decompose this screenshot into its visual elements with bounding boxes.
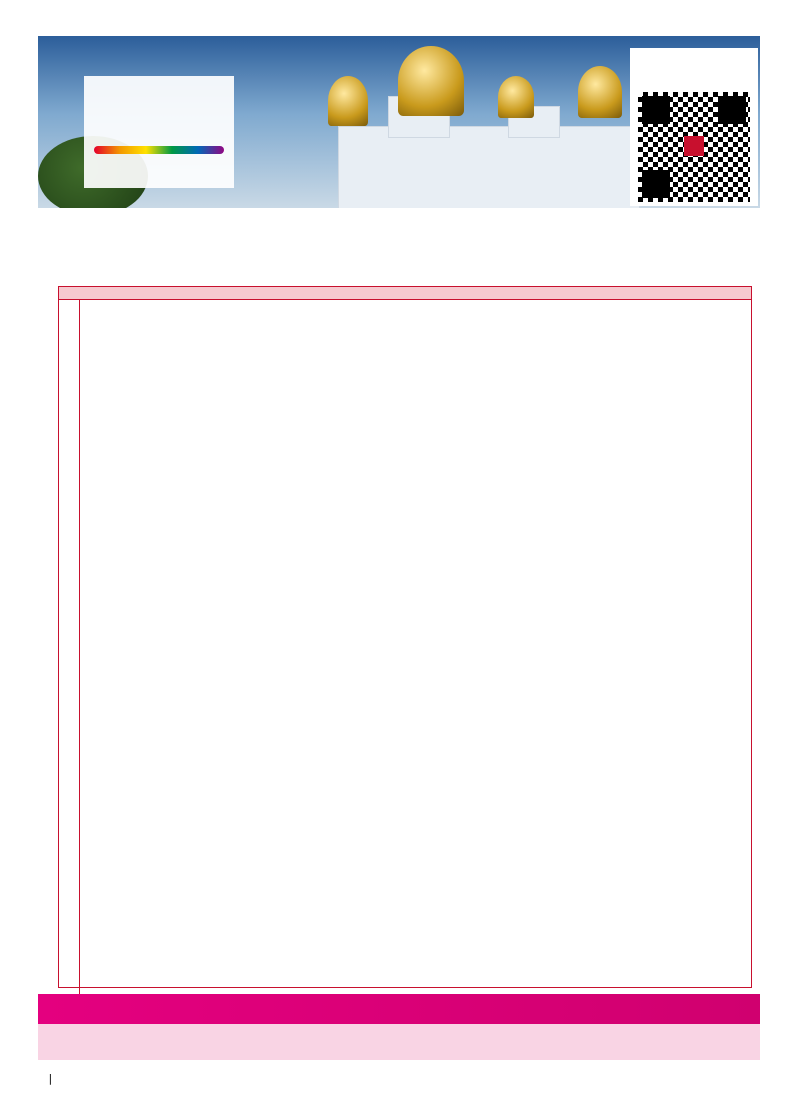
- category-label: [59, 458, 80, 506]
- contact-block: [38, 1024, 760, 1060]
- notice-banner: [38, 994, 760, 1024]
- wuzhouxing-logo: [84, 76, 234, 188]
- qr-code-icon: [638, 92, 750, 202]
- table-header: [59, 287, 751, 300]
- category-label: [59, 300, 80, 458]
- category-label: [59, 866, 80, 996]
- category-label: [59, 506, 80, 716]
- category-label: [59, 716, 80, 866]
- page-footer: |: [48, 1072, 53, 1085]
- cps-card: [630, 48, 758, 206]
- tour-table: [58, 286, 752, 988]
- rainbow-swoosh: [94, 146, 224, 154]
